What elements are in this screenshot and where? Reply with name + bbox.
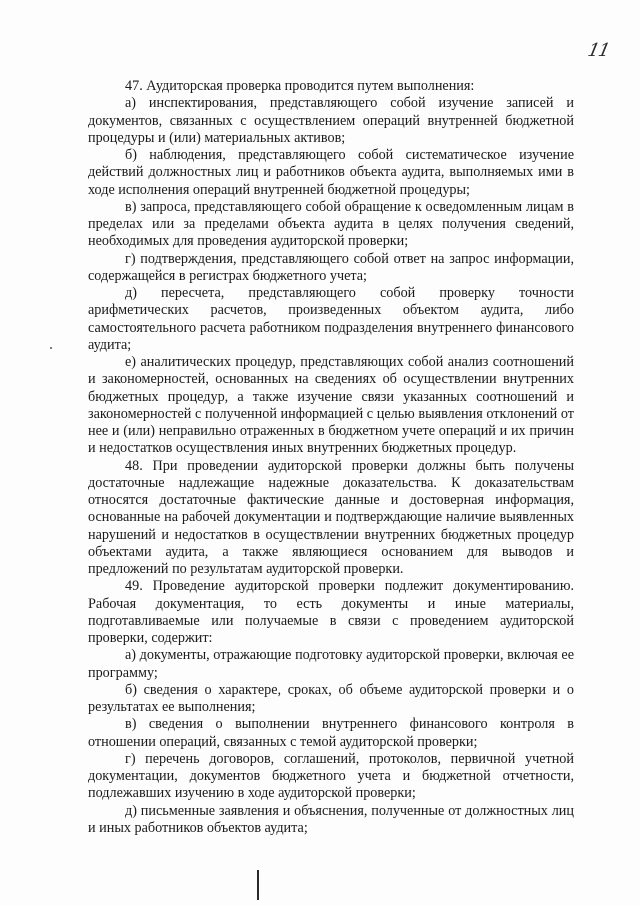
- paragraph-47-d: д) пересчета, представляющего собой проверку точности арифметических расчетов, произведенных объектом аудита, либо самостоятельного расчета работником подразделения внутреннего финансового аудита;: [88, 285, 574, 353]
- paragraph-47-a: а) инспектирования, представляющего собой изучение записей и документов, связанных с осуществлением операций внутренней бюджетной процедуры и (или) материальных активов;: [88, 95, 574, 146]
- paragraph-49-g: г) перечень договоров, соглашений, протоколов, первичной учетной документации, документов бюджетного учета и бюджетной отчетности, подлежавших изучению в ходе аудиторской проверки;: [88, 750, 574, 802]
- margin-mark: [50, 347, 52, 349]
- paragraph-49-intro: 49. Проведение аудиторской проверки подлежит документированию. Рабочая документация, то есть документы и иные материалы, подготавливаемые или получаемые в связи с проведением аудиторской проверки, содержит:: [88, 578, 574, 646]
- paragraph-48: 48. При проведении аудиторской проверки должны быть получены достаточные надлежащие надежные доказательства. К доказательствам относятся достаточные фактические данные и достоверная информация, основанные на рабочей документации и подтверждающие наличие выявленных нарушений и недостатков в осуществлении внутренних бюджетных процедур объектами аудита, а также являющиеся основанием для выводов и предложений по результатам аудиторской проверки.: [88, 457, 574, 577]
- paragraph-47-intro: 47. Аудиторская проверка проводится путем выполнения:: [125, 78, 475, 94]
- page-number: 11: [585, 40, 612, 61]
- paragraph-47-e: е) аналитических процедур, представляющих собой анализ соотношений и закономерностей, основанных на сведениях об осуществлении внутренних бюджетных процедур, а также изучение связи указанных соотношений и закономерностей с полученной информацией с целью выявления отклонений от нее и (или) неправильно отраженных в бюджетном учете операций и их причин и недостатков осуществления иных внутренних бюджетных процедур.: [88, 354, 574, 457]
- paragraph-49-v: в) сведения о выполнении внутреннего финансового контроля в отношении операций, связанных с темой аудиторской проверки;: [88, 716, 574, 750]
- paragraph-49-d: д) письменные заявления и объяснения, полученные от должностных лиц и иных работников объектов аудита;: [88, 802, 574, 836]
- paragraph-47-g: г) подтверждения, представляющего собой ответ на запрос информации, содержащейся в регистрах бюджетного учета;: [88, 250, 574, 284]
- document-body: [88, 78, 574, 837]
- scan-artifact-line: [257, 870, 259, 900]
- paragraph-47-v: в) запроса, представляющего собой обращение к осведомленным лицам в пределах или за пределами объекта аудита в целях получения сведений, необходимых для проведения аудиторской проверки;: [88, 198, 574, 250]
- paragraph-49-b: б) сведения о характере, сроках, об объеме аудиторской проверки и о результатах ее выполнения;: [88, 681, 574, 715]
- paragraph-47-b: б) наблюдения, представляющего собой систематическое изучение действий должностных лиц и работников объекта аудита, выполняемых ими в ходе исполнения операций внутренней бюджетной процедуры;: [88, 147, 574, 198]
- paragraph-49-a: а) документы, отражающие подготовку аудиторской проверки, включая ее программу;: [88, 647, 574, 681]
